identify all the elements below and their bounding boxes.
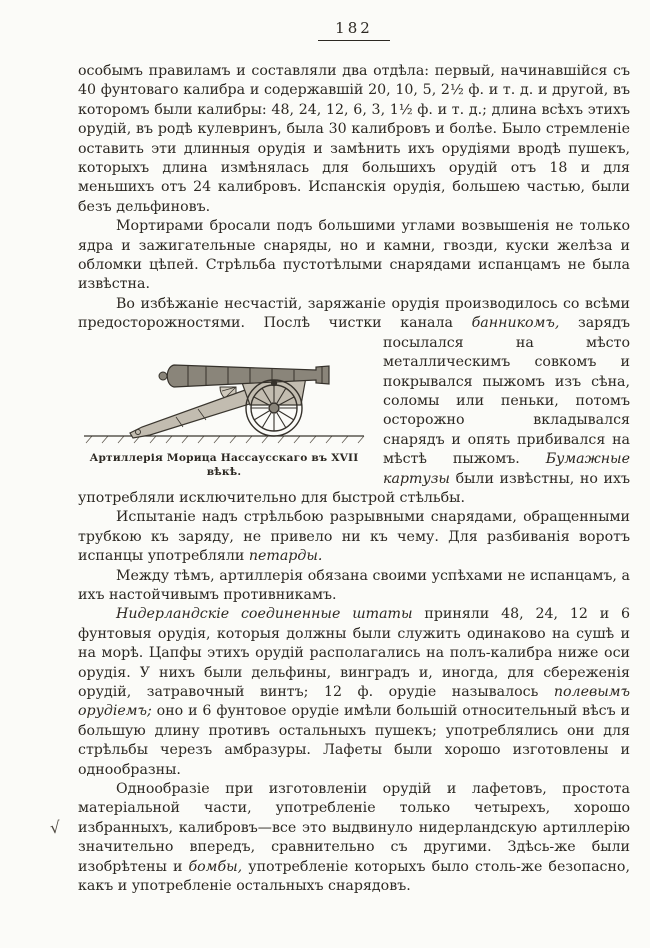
text-segment: приняли 48, 24, 12 и 6 фунтовыя орудія, которыя должны были служить одинаково на сушѣ и на морѣ. Цапфы этихъ орудій располагались на полъ-калибра ниже оси орудія. У нихъ были дельфины, винградъ и, иногда, для сбереженія орудій, затравочный винтъ; 12 ф. орудіе называлось [78, 606, 631, 700]
paragraph [78, 567, 630, 606]
page-number: 182 [335, 19, 373, 37]
text-segment: употребленіе которыхъ было столь-же безопасно, какъ и употребленіе остальныхъ снарядовъ. [78, 858, 630, 895]
italic-text: Нидерландскіе соединенные штаты [116, 606, 413, 623]
italic-text: полевымъ орудіемъ; [78, 684, 630, 720]
text-body [78, 62, 630, 896]
italic-text: Бумажные картузы [383, 451, 630, 487]
italic-text: бомбы, [188, 858, 243, 875]
text-segment: Испытаніе надъ стрѣльбою разрывными снарядами, обращенными трубкою къ заряду, не привело ни къ чему. Для разбиванія воротъ испанцы употребляли [78, 509, 630, 565]
margin-checkmark: √ [49, 817, 62, 838]
italic-text: банникомъ, [471, 315, 560, 332]
text-segment: особымъ правиламъ и составляли два отдѣла: первый, начинавшійся съ 40 фунтоваго калибра и содержавшій 20, 10, 5, 2½ ф. и т. д. и другой, въ которомъ были калибры: 48, 24, 12, 6, 3, 1½ ф. и т. д.; длина всѣхъ этихъ орудій, въ родѣ кулевринъ, была 30 калибровъ и болѣе. Было стремленіе оставить эти длинныя орудія и замѣнить ихъ орудіями вродѣ пушекъ, которыхъ длина измѣнялась для большихъ орудій отъ 18 и для меньшихъ отъ 24 калибровъ. Испанскія орудія, большею частью, были безъ дельфиновъ. [78, 63, 630, 215]
page-header [78, 18, 630, 41]
text-segment: Мортирами бросали подъ большими углами возвышенія не только ядра и зажигательные снаряды, но и камни, гвозди, куски желѣза и обломки цѣпей. Стрѣльба пустотѣлыми снарядами испанцамъ не была извѣстна. [78, 218, 630, 293]
header-rule [318, 40, 390, 41]
text-segment: на мѣсто металлическимъ совкомъ и покрывался пыжомъ изъ сѣна, соломы или пеньки, потомъ осторожно вкладывался снарядъ и опять прибивался на мѣстѣ пыжомъ. [383, 334, 630, 468]
text-segment: Между тѣмъ, артиллерія обязана своими успѣхами не испанцамъ, а ихъ настойчивымъ противникамъ. [78, 567, 630, 603]
paragraph [78, 605, 630, 780]
italic-text: петарды. [248, 548, 323, 565]
text-segment: Во избѣжаніе несчастій, заряжаніе орудія производилось со всѣми предосторожностями. Послѣ чистки канала [78, 295, 630, 332]
text-segment: были извѣстны, но ихъ употребляли исключительно для быстрой стѣльбы. [78, 470, 630, 506]
paragraph [78, 62, 630, 217]
paragraph [78, 217, 630, 295]
text-segment: Однообразіе при изготовленіи орудій и лафетовъ, простота матеріальной части, употребленіе только четырехъ, хорошо избранныхъ, калибровъ—все это выдвинуло нидерландскую артиллерію значительно впередъ, сравнительно съ другими. Здѣсь-же были изобрѣтены и [78, 781, 630, 875]
text-segment: оно и 6 фунтовое орудіе имѣли большій относительный вѣсъ и большую длину противъ остальныхъ пушекъ; употреблялись они для стрѣльбы черезъ амбразуры. Лафеты были хорошо изготовлены и однообразны. [78, 703, 630, 778]
paragraph [78, 780, 630, 896]
paragraph [78, 508, 630, 566]
text-segment: зарядъ посылался [383, 315, 630, 351]
paragraph [78, 295, 630, 508]
cannon-figure [78, 337, 370, 479]
cannon-illustration [78, 337, 370, 449]
figure-caption: Артиллерія Морица Нассаусскаго въ XVII вѣкѣ. [89, 451, 359, 478]
